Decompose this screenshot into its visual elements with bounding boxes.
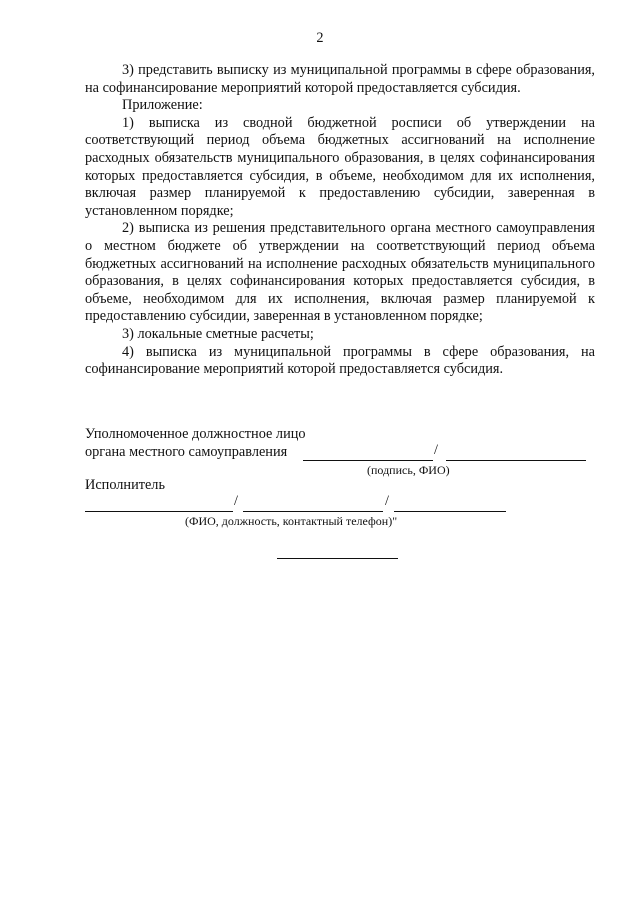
appendix-item-2: 2) выписка из решения представительного органа местного самоуправления о местном бюджете об утверждении на соответствующий период объема бюджетных ассигнований на исполнение расходных обязательств муниципального образования, в целях софинансирования которых предоставляется субсидия, в объеме, необходимом для их исполнения, включая размер планируемой к предоставлению субсидии, заверенная в установленном порядке; bbox=[85, 220, 595, 325]
closing-divider bbox=[277, 558, 398, 559]
paragraph-item-3: 3) представить выписку из муниципальной программы в сфере образования, на софинансирование мероприятий которой предоставляется субсидия. bbox=[85, 62, 595, 96]
signature-field-line bbox=[303, 460, 433, 461]
executor-phone-line bbox=[394, 511, 506, 512]
appendix-item-3: 3) локальные сметные расчеты; bbox=[122, 325, 314, 342]
name-field-line bbox=[446, 460, 586, 461]
appendix-item-1: 1) выписка из сводной бюджетной росписи об утверждении на соответствующий период объема бюджетных ассигнований на исполнение расходных обязательств муниципального образования, в целях софинансирования которых предоставляется субсидия, в объеме, необходимом для их исполнения, включая размер планируемой к предоставлению субсидии, заверенная в установленном порядке; bbox=[85, 114, 595, 219]
executor-name-line bbox=[85, 511, 233, 512]
executor-position-line bbox=[243, 511, 383, 512]
document-body bbox=[85, 62, 595, 379]
executor-label: Исполнитель bbox=[85, 477, 165, 493]
authorized-official-label: Уполномоченное должностное лицо bbox=[85, 426, 306, 442]
appendix-title: Приложение: bbox=[122, 97, 203, 114]
executor-caption: (ФИО, должность, контактный телефон)" bbox=[185, 514, 398, 528]
signature-caption: (подпись, ФИО) bbox=[367, 463, 450, 477]
separator-slash: / bbox=[234, 493, 238, 509]
page-number: 2 bbox=[316, 30, 324, 46]
appendix-item-4: 4) выписка из муниципальной программы в сфере образования, на софинансирование мероприятий которой предоставляется субсидия. bbox=[85, 343, 595, 378]
separator-slash: / bbox=[385, 493, 389, 509]
separator-slash: / bbox=[434, 442, 438, 458]
local-government-body-label: органа местного самоуправления bbox=[85, 444, 288, 460]
